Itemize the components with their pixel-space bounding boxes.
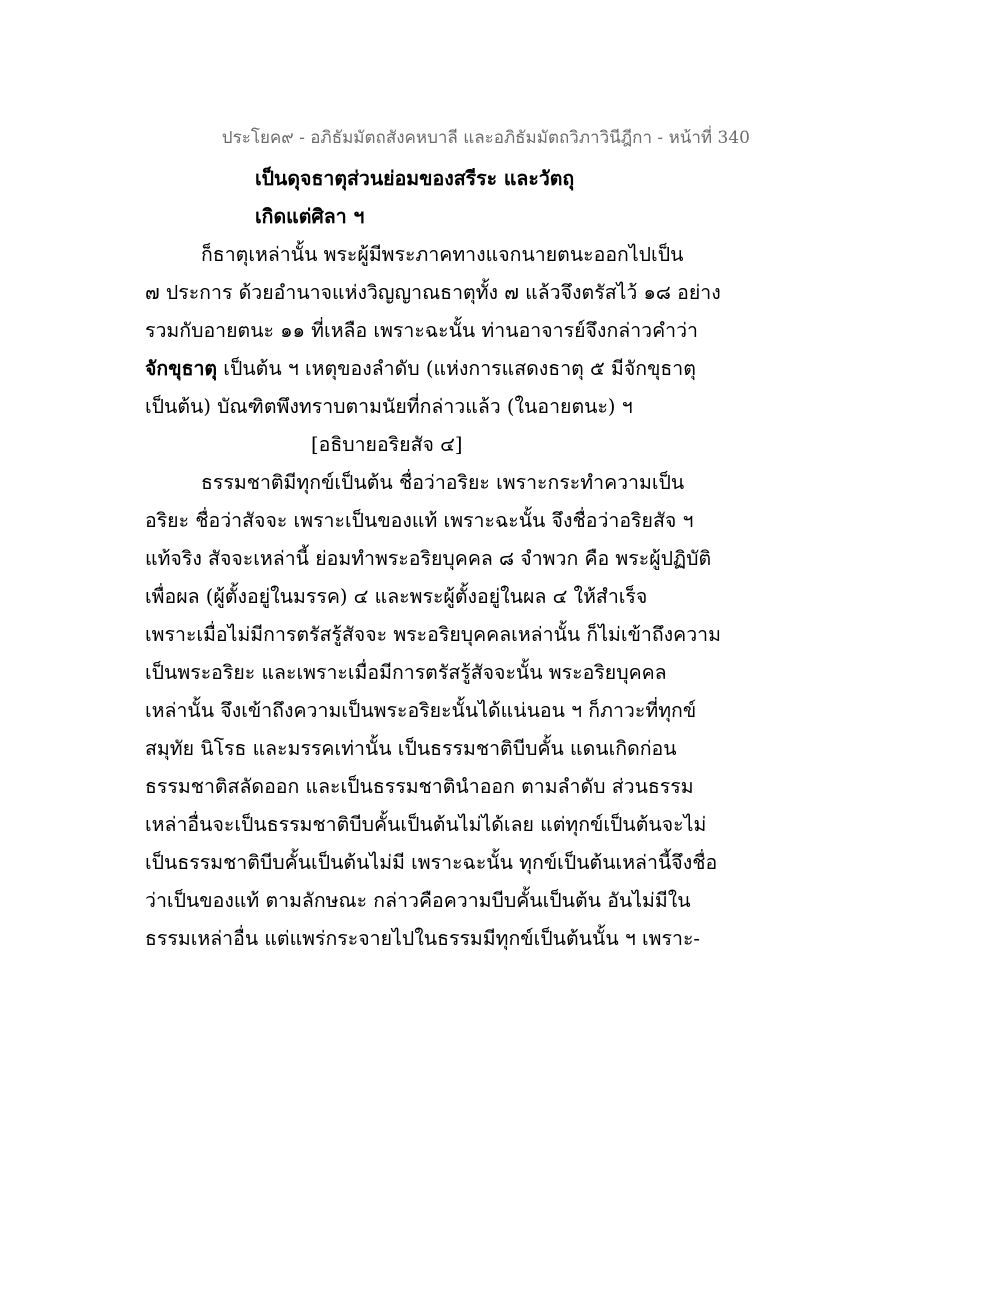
paragraph-line: เป็นพระอริยะ และเพราะเมื่อมีการตรัสรู้สัจจะนั้น พระอริยบุคคล (145, 661, 667, 684)
running-header: ประโยค๙ - อภิธัมมัตถสังคหบาลี และอภิธัมมัตถวิภาวินีฎีกา - หน้าที่ 340 (221, 128, 750, 148)
paragraph-line: อริยะ ชื่อว่าสัจจะ เพราะเป็นของแท้ เพราะฉะนั้น จึงชื่อว่าอริยสัจ ฯ (145, 509, 694, 532)
paragraph-text: เป็นต้น ฯ เหตุของลำดับ (แห่งการแสดงธาตุ ๕ มีจักขุธาตุ (217, 357, 696, 380)
paragraph-line: เหล่าอื่นจะเป็นธรรมชาติบีบคั้นเป็นต้นไม่ได้เลย แต่ทุกข์เป็นต้นจะไม่ (145, 813, 707, 836)
section-heading: [อธิบายอริยสัจ ๔] (311, 433, 463, 456)
page-body (145, 160, 745, 958)
paragraph-line: ก็ธาตุเหล่านั้น พระผู้มีพระภาคทางแจกนายตนะออกไปเป็น (201, 243, 684, 266)
verse-line: เป็นดุจธาตุส่วนย่อมของสรีระ และวัตถุ (255, 167, 575, 190)
paragraph-line: ธรรมชาติสลัดออก และเป็นธรรมชาตินำออก ตามลำดับ ส่วนธรรม (145, 775, 694, 798)
paragraph-line: ธรรมชาติมีทุกข์เป็นต้น ชื่อว่าอริยะ เพราะกระทำความเป็น (201, 471, 685, 494)
paragraph-line: เป็นต้น) บัณฑิตพึงทราบตามนัยที่กล่าวแล้ว (ในอายตนะ) ฯ (145, 395, 633, 418)
paragraph-line: เหล่านั้น จึงเข้าถึงความเป็นพระอริยะนั้นได้แน่นอน ฯ ก็ภาวะที่ทุกข์ (145, 699, 697, 722)
paragraph-line: สมุทัย นิโรธ และมรรคเท่านั้น เป็นธรรมชาติบีบคั้น แดนเกิดก่อน (145, 737, 677, 760)
paragraph-line: ว่าเป็นของแท้ ตามลักษณะ กล่าวคือความบีบคั้นเป็นต้น อันไม่มีใน (145, 889, 691, 912)
paragraph-line (145, 350, 745, 388)
paragraph-line: ๗ ประการ ด้วยอำนาจแห่งวิญญาณธาตุทั้ง ๗ แล้วจึงตรัสไว้ ๑๘ อย่าง (145, 281, 721, 304)
paragraph-line: เป็นธรรมชาติบีบคั้นเป็นต้นไม่มี เพราะฉะนั้น ทุกข์เป็นต้นเหล่านี้จึงชื่อ (145, 851, 718, 874)
bold-term: จักขุธาตุ (145, 357, 218, 380)
paragraph-line: ธรรมเหล่าอื่น แต่แพร่กระจายไปในธรรมมีทุกข์เป็นต้นนั้น ฯ เพราะ- (145, 927, 701, 950)
paragraph-line: รวมกับอายตนะ ๑๑ ที่เหลือ เพราะฉะนั้น ท่านอาจารย์จึงกล่าวคำว่า (145, 319, 698, 342)
paragraph-line: เพื่อผล (ผู้ตั้งอยู่ในมรรค) ๔ และพระผู้ตั้งอยู่ในผล ๔ ให้สำเร็จ (145, 585, 648, 608)
paragraph-line: แท้จริง สัจจะเหล่านี้ ย่อมทำพระอริยบุคคล ๘ จำพวก คือ พระผู้ปฏิบัติ (145, 547, 712, 570)
paragraph-line: เพราะเมื่อไม่มีการตรัสรู้สัจจะ พระอริยบุคคลเหล่านั้น ก็ไม่เข้าถึงความ (145, 623, 721, 646)
verse-line: เกิดแต่ศิลา ฯ (255, 205, 365, 228)
